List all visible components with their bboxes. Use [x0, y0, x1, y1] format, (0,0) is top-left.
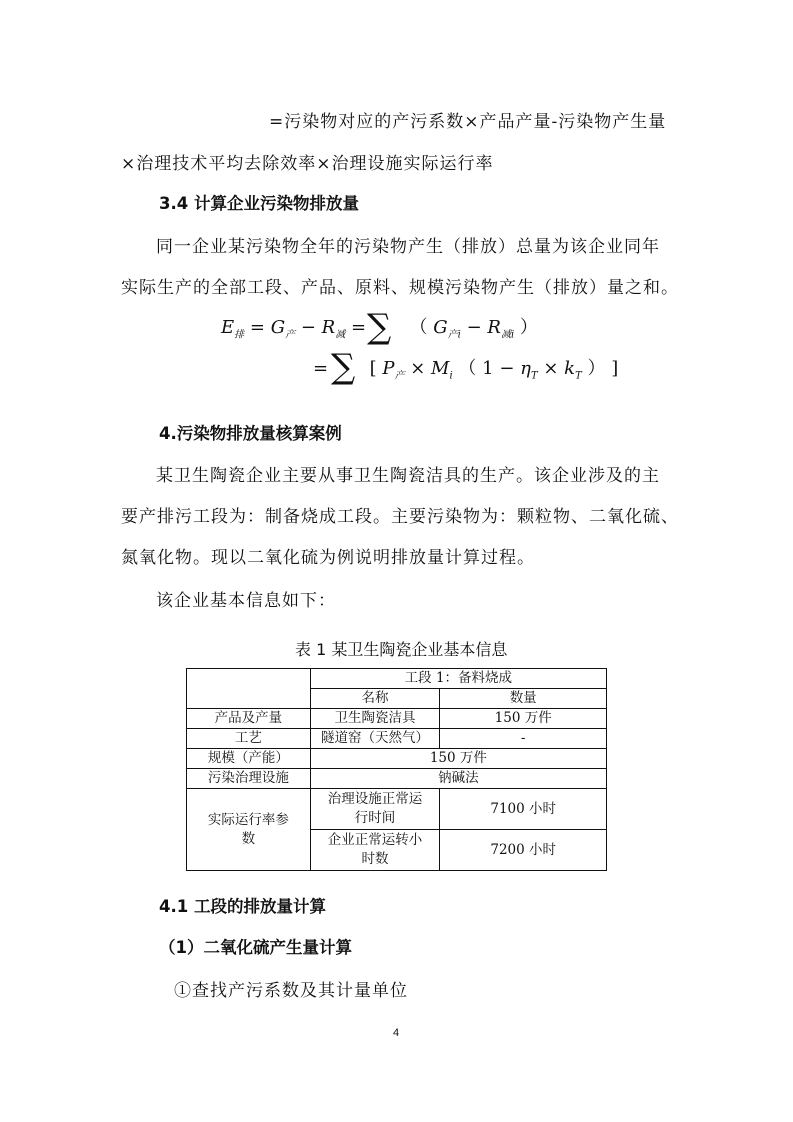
paragraph-2-line-3: 氮氧化物。现以二氧化硫为例说明排放量计算过程。 — [121, 548, 535, 568]
formula-bracket: （ — [458, 358, 477, 379]
enterprise-info-table — [186, 668, 607, 871]
page-number: 4 — [393, 1027, 400, 1039]
formula-symbol: k — [564, 358, 576, 379]
table-cell-line: 行时间 — [354, 810, 396, 826]
formula-symbol: R — [487, 317, 501, 338]
formula-text-line-1: =污染物对应的产污系数×产品产量-污染物产生量 — [269, 112, 667, 132]
formula-symbol: P — [382, 358, 395, 379]
formula-operator: − — [499, 358, 515, 379]
formula-subscript: T — [575, 370, 582, 382]
table-cell-line: 企业正常运转小 — [327, 832, 423, 848]
table-cell — [310, 789, 440, 830]
table-row — [187, 709, 607, 729]
table-cell-line: 治理设施正常运 — [327, 791, 423, 807]
paragraph-3: 该企业基本信息如下： — [156, 591, 336, 611]
formula-subscript: 减 — [335, 329, 346, 341]
summation-icon: ∑ — [331, 347, 356, 387]
paragraph-2-line-1: 某卫生陶瓷企业主要从事卫生陶瓷洁具的生产。该企业涉及的主 — [156, 466, 660, 486]
table-row-label — [187, 789, 311, 871]
formula-operator: × — [410, 358, 426, 379]
table-caption: 表 1 某卫生陶瓷企业基本信息 — [295, 640, 508, 659]
paragraph-1-line-2: 实际生产的全部工段、产品、原料、规模污染物产生（排放）量之和。 — [121, 278, 679, 298]
summation-icon: ∑ — [367, 307, 392, 347]
paragraph-2-line-2: 要产排污工段为：制备烧成工段。主要污染物为：颗粒物、二氧化硫、 — [121, 507, 679, 527]
table-cell: 150 万件 — [310, 749, 606, 769]
table-row — [187, 669, 607, 689]
table-cell: 钠碱法 — [310, 769, 606, 789]
formula-operator: = — [313, 358, 329, 379]
formula-subscript: i — [449, 370, 453, 382]
table-cell-line: 时数 — [361, 851, 389, 867]
formula-bracket: [ — [369, 358, 377, 379]
emission-formula-line-1 — [221, 307, 538, 347]
subsection-heading-1: （1）二氧化硫产生量计算 — [159, 938, 352, 957]
table-cell — [310, 830, 440, 871]
table-row-label: 产品及产量 — [187, 709, 311, 729]
paragraph-1-line-1: 同一企业某污染物全年的污染物产生（排放）总量为该企业同年 — [156, 237, 660, 257]
table-cell: 150 万件 — [440, 709, 607, 729]
list-item-1: ①查找产污系数及其计量单位 — [174, 981, 408, 1001]
table-cell-empty — [187, 669, 311, 709]
formula-symbol: E — [221, 317, 235, 338]
formula-number: 1 — [482, 358, 494, 379]
table-row — [187, 789, 607, 830]
formula-operator: × — [543, 358, 559, 379]
formula-subscript: 产 — [394, 370, 405, 382]
table-row — [187, 749, 607, 769]
formula-operator: − — [300, 317, 316, 338]
formula-symbol: G — [270, 317, 286, 338]
table-header-quantity: 数量 — [440, 689, 607, 709]
table-section-header: 工段 1：备料烧成 — [310, 669, 606, 689]
table-header-name: 名称 — [310, 689, 440, 709]
formula-bracket: ） — [519, 317, 538, 338]
formula-subscript: 产i — [447, 329, 461, 341]
formula-symbol: M — [431, 358, 450, 379]
table-row-label: 污染治理设施 — [187, 769, 311, 789]
table-row — [187, 729, 607, 749]
table-row-label-line: 数 — [241, 830, 256, 847]
table-row-label-line: 实际运行率参 — [207, 811, 289, 828]
section-heading-4-1: 4.1 工段的排放量计算 — [159, 897, 326, 916]
formula-operator: − — [466, 317, 482, 338]
formula-subscript: 产 — [285, 329, 296, 341]
formula-subscript: 排 — [234, 329, 245, 341]
formula-text-line-2: ×治理技术平均去除效率×治理设施实际运行率 — [121, 154, 494, 174]
formula-bracket: ） — [587, 358, 606, 379]
table-cell: 7100 小时 — [440, 789, 607, 830]
formula-bracket: ] — [611, 358, 619, 379]
table-cell: 卫生陶瓷洁具 — [310, 709, 440, 729]
emission-formula-line-2 — [313, 347, 619, 390]
formula-symbol: R — [321, 317, 336, 338]
table-row-label: 工艺 — [187, 729, 311, 749]
formula-symbol: η — [520, 358, 531, 379]
table-row-label: 规模（产能） — [187, 749, 311, 769]
table-cell: 7200 小时 — [440, 830, 607, 871]
formula-operator: = — [350, 317, 367, 338]
table-row — [187, 769, 607, 789]
formula-bracket: （ — [409, 317, 428, 338]
formula-subscript: 减i — [500, 329, 515, 341]
formula-symbol: G — [433, 317, 448, 338]
formula-subscript: T — [530, 370, 538, 382]
formula-operator: = — [249, 317, 265, 338]
section-heading-3-4: 3.4 计算企业污染物排放量 — [159, 194, 359, 213]
table-cell: - — [440, 729, 607, 749]
table-cell: 隧道窑（天然气） — [310, 729, 440, 749]
section-heading-4: 4.污染物排放量核算案例 — [159, 424, 342, 443]
